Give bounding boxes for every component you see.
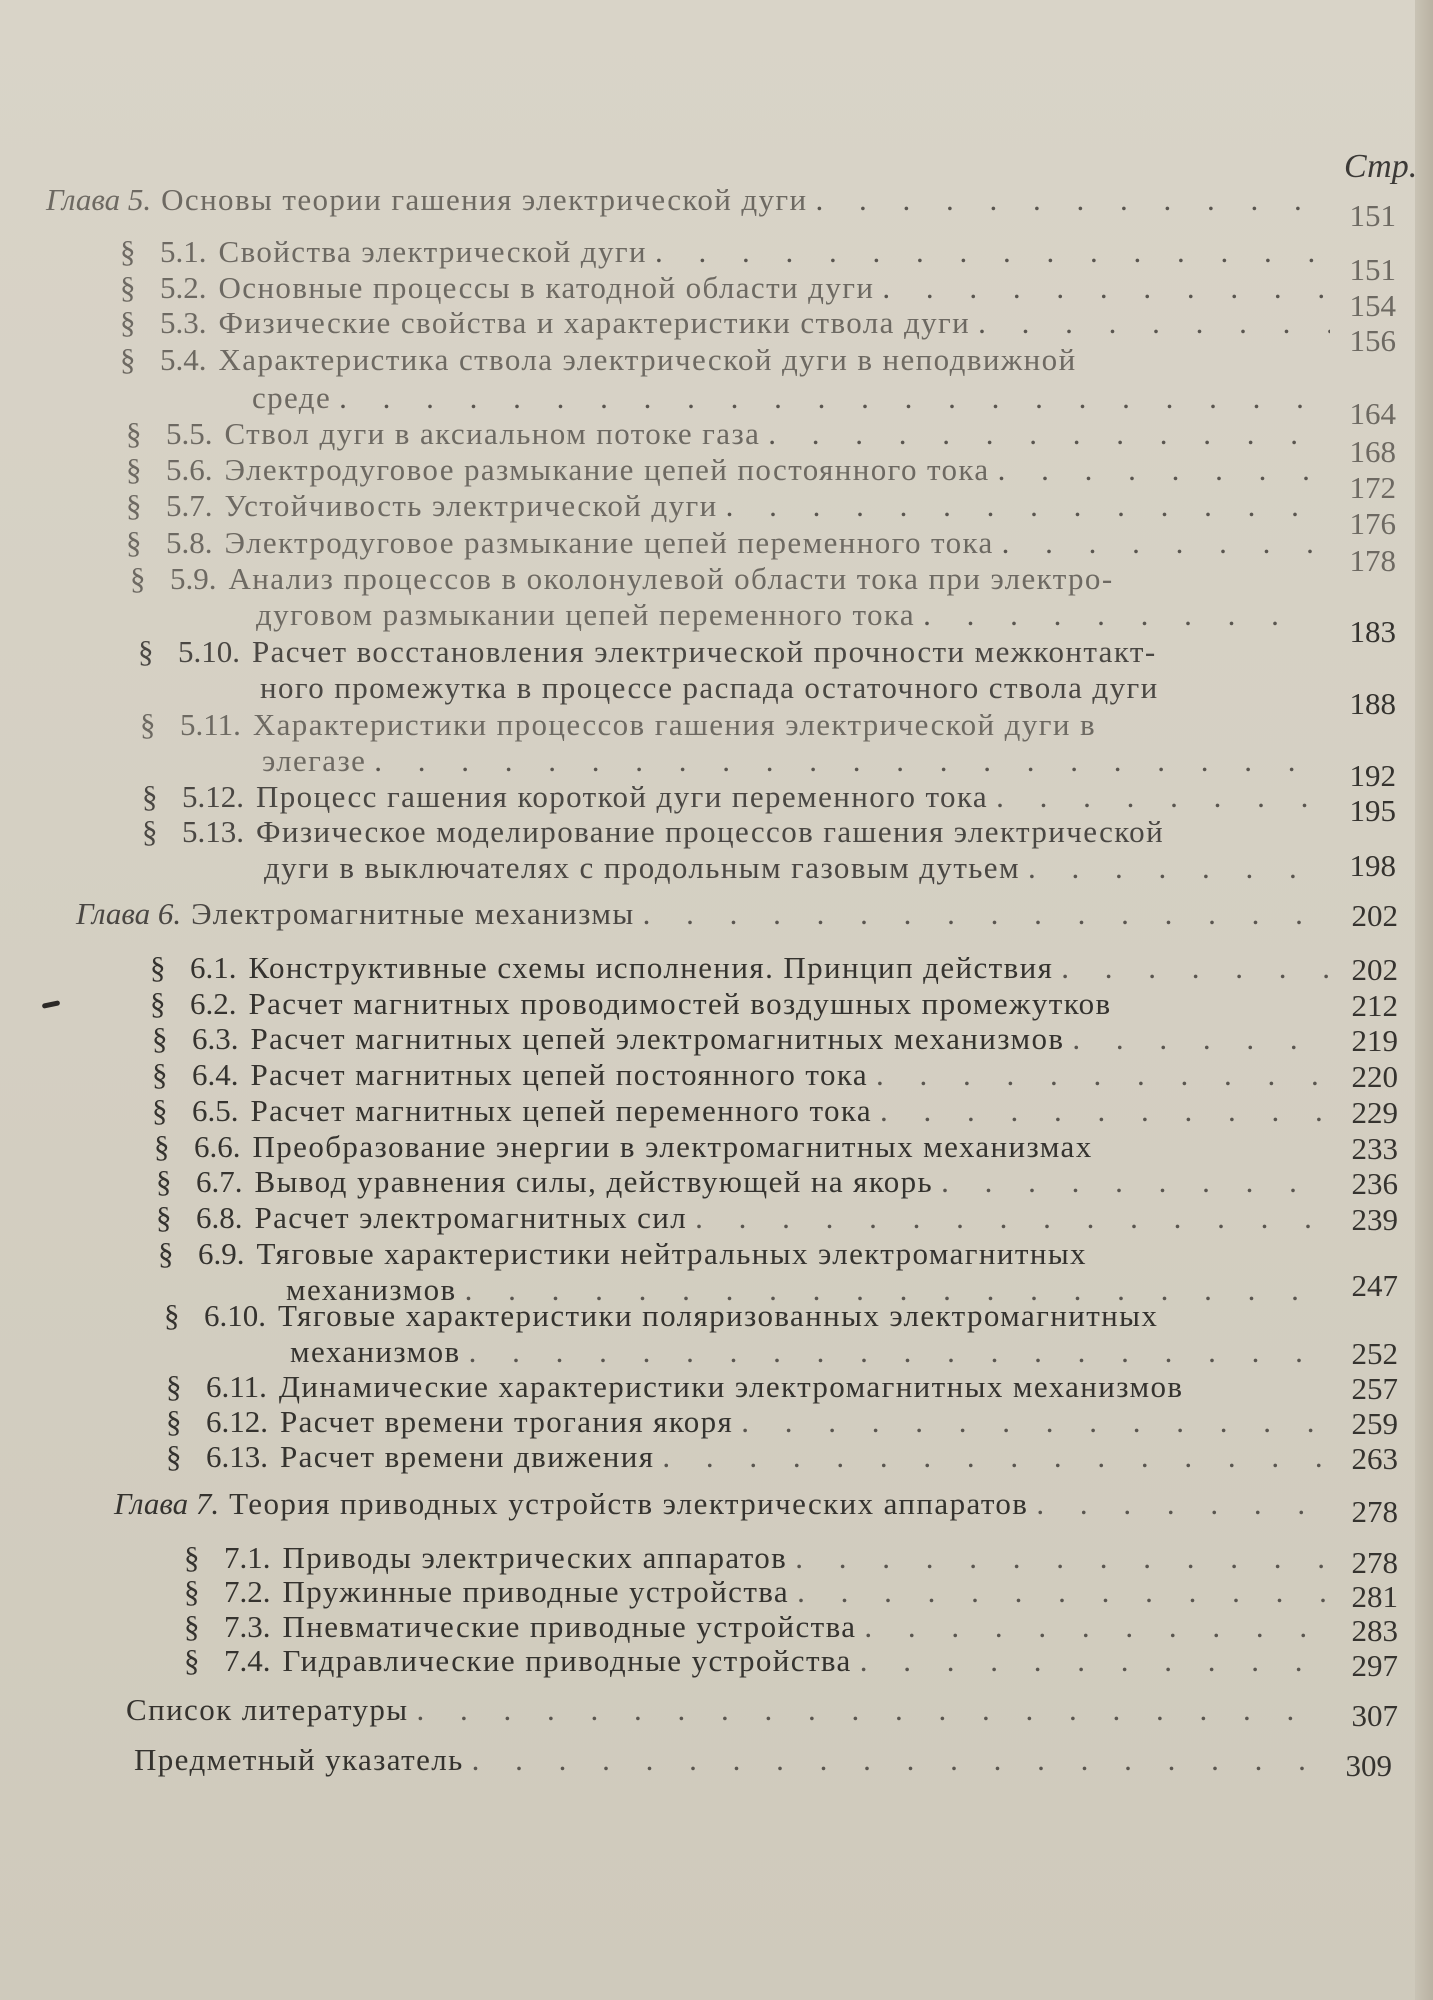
toc-entry-7-2: § 7.2. Пружинные приводные устройства . . . xyxy=(184,1576,1330,1607)
page-6-10: 252 xyxy=(1351,1336,1398,1371)
toc-entry-6-10-cont: механизмов . . . xyxy=(290,1336,1310,1367)
chapter-title: Электромагнитные механизмы xyxy=(191,896,635,931)
pages-column-header: Стр. xyxy=(1344,148,1418,185)
references-page: 307 xyxy=(1351,1698,1398,1733)
page-5-9: 183 xyxy=(1349,614,1396,649)
index-entry xyxy=(134,1744,1329,1775)
page-6-2: 212 xyxy=(1351,988,1398,1023)
toc-entry-7-3: § 7.3. Пневматические приводные устройства . . . xyxy=(184,1611,1330,1642)
toc-entry-6-3: § 6.3. Расчет магнитных цепей электромагнитных механизмов . . . xyxy=(152,1023,1327,1054)
page-6-9: 247 xyxy=(1351,1268,1398,1303)
toc-entry-6-1: § 6.1. Конструктивные схемы исполнения. Принцип действия . . . xyxy=(150,952,1330,983)
page-5-10: 188 xyxy=(1349,686,1396,721)
toc-entry-5-8: § 5.8. Электродуговое размыкание цепей переменного тока . . . xyxy=(126,527,1326,558)
toc-entry-6-7: § 6.7. Вывод уравнения силы, действующей на якорь . . . xyxy=(156,1166,1326,1197)
leader-dots xyxy=(816,184,1336,215)
toc-entry-5-10-cont: ного промежутка в процессе распада остаточного ствола дуги xyxy=(260,670,1159,705)
chapter-label: Глава 5. xyxy=(46,182,152,217)
page-5-5: 168 xyxy=(1349,434,1396,469)
toc-entry-5-1: § 5.1. Свойства электрической дуги . . . xyxy=(120,236,1330,267)
page-5-13: 198 xyxy=(1349,848,1396,883)
page-5-2: 154 xyxy=(1349,288,1396,323)
chapter-6-page: 202 xyxy=(1351,898,1398,933)
references-title: Список литературы xyxy=(126,1692,409,1727)
toc-entry-5-9-cont: дуговом размыкании цепей переменного тока . . . xyxy=(256,599,1316,630)
toc-entry-5-10: § 5.10. Расчет восстановления электрической прочности межконтакт- xyxy=(138,634,1157,669)
chapter-6-entry xyxy=(76,898,1306,929)
chapter-5-page: 151 xyxy=(1349,198,1396,233)
page-6-7: 236 xyxy=(1351,1166,1398,1201)
leader-dots xyxy=(1036,1488,1314,1519)
chapter-title: Основы теории гашения электрической дуги xyxy=(161,182,808,217)
page-5-6: 172 xyxy=(1349,470,1396,505)
toc-entry-6-8: § 6.8. Расчет электромагнитных сил . . . xyxy=(156,1202,1326,1233)
page-5-4: 164 xyxy=(1349,396,1396,431)
page-5-7: 176 xyxy=(1349,506,1396,541)
toc-entry-5-11: § 5.11. Характеристики процессов гашения электрической дуги в xyxy=(140,707,1097,742)
page-5-3: 156 xyxy=(1349,323,1396,358)
toc-entry-5-13: § 5.13. Физическое моделирование процессов гашения электрической xyxy=(142,814,1165,849)
toc-entry-6-11: § 6.11. Динамические характеристики электромагнитных механизмов xyxy=(166,1369,1184,1404)
toc-entry-5-12: § 5.12. Процесс гашения короткой дуги переменного тока . . . xyxy=(142,781,1322,812)
chapter-title: Теория приводных устройств электрических аппаратов xyxy=(229,1486,1029,1521)
page-6-8: 239 xyxy=(1351,1202,1398,1237)
references-entry xyxy=(126,1694,1326,1725)
toc-entry-5-4: § 5.4. Характеристика ствола электрической дуги в неподвижной xyxy=(120,342,1077,377)
chapter-label: Глава 7. xyxy=(114,1486,220,1521)
page-6-6: 233 xyxy=(1351,1131,1398,1166)
toc-entry-6-4: § 6.4. Расчет магнитных цепей постоянного тока . . . xyxy=(152,1059,1327,1090)
index-page: 309 xyxy=(1345,1748,1392,1783)
page-5-1: 151 xyxy=(1349,252,1396,287)
page-7-3: 283 xyxy=(1351,1613,1398,1648)
page-5-12: 195 xyxy=(1349,793,1396,828)
page-5-11: 192 xyxy=(1349,758,1396,793)
page-6-1: 202 xyxy=(1351,952,1398,987)
page-6-12: 259 xyxy=(1351,1406,1398,1441)
toc-entry-7-1: § 7.1. Приводы электрических аппаратов . . . xyxy=(184,1542,1330,1573)
toc-entry-6-2: § 6.2. Расчет магнитных проводимостей воздушных промежутков xyxy=(150,986,1112,1021)
toc-entry-6-10: § 6.10. Тяговые характеристики поляризованных электромагнитных xyxy=(164,1298,1159,1333)
toc-entry-5-4-cont: среде . . . xyxy=(252,382,1312,413)
page-6-4: 220 xyxy=(1351,1059,1398,1094)
toc-entry-6-5: § 6.5. Расчет магнитных цепей переменного тока . . . xyxy=(152,1095,1327,1126)
chapter-label: Глава 6. xyxy=(76,896,182,931)
chapter-7-page: 278 xyxy=(1351,1494,1398,1529)
index-title: Предметный указатель xyxy=(134,1742,464,1777)
page-7-4: 297 xyxy=(1351,1648,1398,1683)
page-6-5: 229 xyxy=(1351,1095,1398,1130)
toc-entry-6-13: § 6.13. Расчет времени движения . . . xyxy=(166,1441,1326,1472)
page-7-1: 278 xyxy=(1351,1545,1398,1580)
page-5-8: 178 xyxy=(1349,543,1396,578)
toc-entry-6-9-cont: механизмов . . . xyxy=(286,1274,1306,1305)
toc-entry-5-9: § 5.9. Анализ процессов в околонулевой области тока при электро- xyxy=(130,561,1114,596)
page-7-2: 281 xyxy=(1351,1579,1398,1614)
chapter-5-entry xyxy=(46,184,1336,215)
toc-entry-6-9: § 6.9. Тяговые характеристики нейтральных электромагнитных xyxy=(158,1236,1087,1271)
toc-entry-5-7: § 5.7. Устойчивость электрической дуги . . . xyxy=(126,490,1326,521)
toc-entry-6-6: § 6.6. Преобразование энергии в электромагнитных механизмах xyxy=(154,1129,1093,1164)
toc-entry-6-12: § 6.12. Расчет времени трогания якоря . . . xyxy=(166,1406,1326,1437)
toc-entry-5-6: § 5.6. Электродуговое размыкание цепей постоянного тока . . . xyxy=(126,454,1326,485)
toc-entry-5-11-cont: элегазе . . . xyxy=(262,745,1322,776)
toc-entry-5-2: § 5.2. Основные процессы в катодной области дуги . . . xyxy=(120,272,1330,303)
page-6-13: 263 xyxy=(1351,1441,1398,1476)
leader-dots xyxy=(643,898,1306,929)
toc-entry-5-13-cont: дуги в выключателях с продольным газовым дутьем . . . xyxy=(264,852,1314,883)
page-6-11: 257 xyxy=(1351,1371,1398,1406)
toc-entry-5-3: § 5.3. Физические свойства и характеристики ствола дуги . . . xyxy=(120,307,1330,338)
page-6-3: 219 xyxy=(1351,1023,1398,1058)
chapter-7-entry xyxy=(114,1488,1314,1519)
toc-entry-5-5: § 5.5. Ствол дуги в аксиальном потоке газа . . . xyxy=(126,418,1326,449)
toc-entry-7-4: § 7.4. Гидравлические приводные устройства . . . xyxy=(184,1645,1330,1676)
